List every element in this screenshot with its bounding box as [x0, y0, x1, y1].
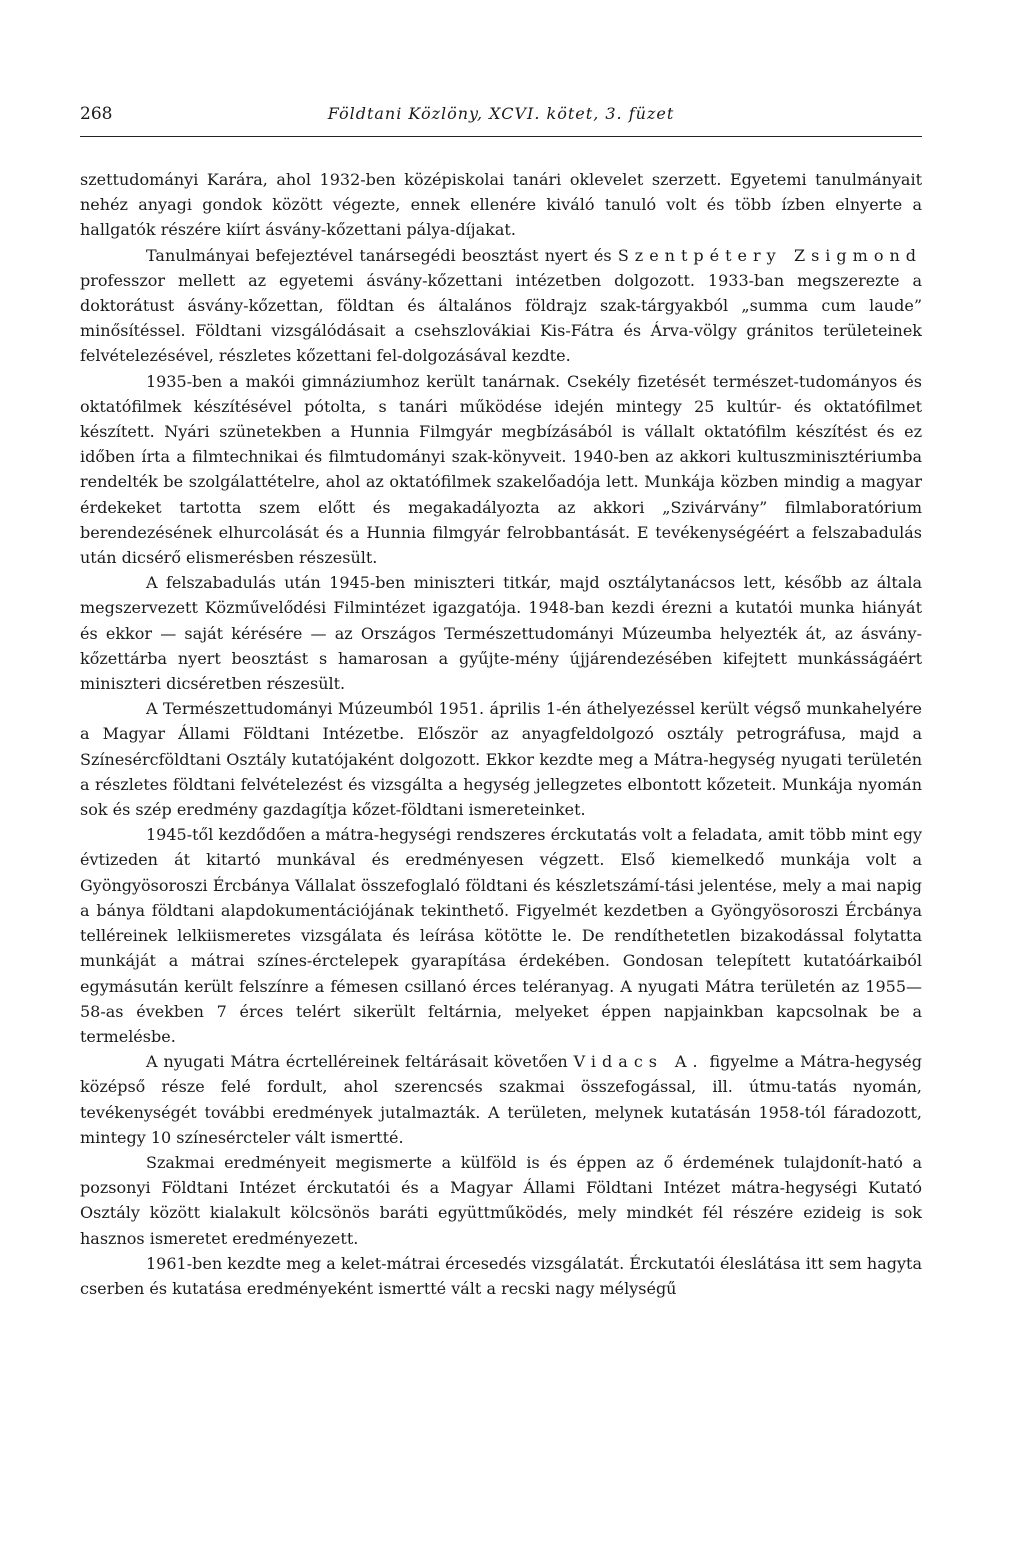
paragraph: [80, 1150, 922, 1251]
header-rule: [80, 136, 922, 137]
paragraph: [80, 167, 922, 243]
person-name: Szentpétery Zsigmond: [617, 245, 922, 265]
paragraph: [80, 570, 922, 696]
paragraph: [80, 369, 922, 571]
journal-title: Földtani Közlöny, XCVI. kötet, 3. füzet: [327, 104, 675, 123]
document-page: [80, 0, 922, 1553]
text-run: Szakmai eredményeit megismerte a külföld is és éppen az ő érdemének tulajdonít-ható a pozsonyi Földtani Intézet érckutatói és a Magyar Állami Földtani Intézet mátra-hegységi Kutató Osztály között kialakult kölcsönös baráti együttműködés, mely mindkét fél részére ezideig is sok hasznos ismeretet eredményezett.: [80, 1152, 922, 1248]
text-run: 1945-től kezdődően a mátra-hegységi rendszeres érckutatás volt a feladata, amit több mint egy évtizeden át kitartó munkával és eredményesen végzett. Első kiemelkedő munkája volt a Gyöngyösoroszi Ércbánya Vállalat összefoglaló földtani és készletszámí-tási jelentése, mely a mai napig a bánya földtani alapdokumentációjának tekinthető. Figyelmét kezdetben a Gyöngyösoroszi Ércbánya telléreinek lelkiismeretes vizsgálata és leírása kötötte le. De rendíthetetlen bizakodással folytatta munkáját a mátrai színes-érctelepek gyarapítása érdekében. Gondosan telepített kutatóárkaiból egymásután került felszínre a fémesen csillanó érces teléranyag. A nyugati Mátra területén az 1955—58-as években 7 érces telért sikerült feltárnia, melyeket éppen napjainkban kapcsolnak be a termelésbe.: [80, 825, 922, 1046]
paragraph: [80, 1251, 922, 1301]
text-run: szettudományi Karára, ahol 1932-ben középiskolai tanári oklevelet szerzett. Egyetemi tanulmányait nehéz anyagi gondok között végezte, ennek ellenére kiváló tanuló volt és több ízben elnyerte a hallgatók részére kiírt ásvány-kőzettani pálya-díjakat.: [80, 170, 922, 240]
text-run: A nyugati Mátra écrtelléreinek feltárásait követően: [146, 1052, 574, 1072]
paragraph: [80, 822, 922, 1049]
text-run: Tanulmányai befejeztével tanársegédi beosztást nyert és: [146, 245, 618, 265]
paragraph: [80, 243, 922, 369]
page-number: 268: [80, 104, 113, 124]
running-header: [80, 104, 922, 132]
text-run: A felszabadulás után 1945-ben miniszteri titkár, majd osztálytanácsos lett, később az általa megszervezett Közművelődési Filmintézet igazgatója. 1948-ban kezdi érezni a kutatói munka hiányát és ekkor — saját kérésére — az Országos Természettudományi Múzeumba helyezték át, az ásvány-kőzettárba nyert beosztást s hamarosan a gyűjte-mény újjárendezésében kifejtett munkásságáért miniszteri dicséretben részesült.: [80, 573, 922, 694]
person-name: Vidacs A.: [573, 1052, 704, 1072]
text-run: A Természettudományi Múzeumból 1951. április 1-én áthelyezéssel került végső munkahelyére a Magyar Állami Földtani Intézetbe. Először az anyagfeldolgozó osztály petrográfusa, majd a Színesércföldtani Osztály kutatójaként dolgozott. Ekkor kezdte meg a Mátra-hegység nyugati területén a részletes földtani felvételezést és vizsgálta a hegység jellegzetes elbontott kőzeteit. Munkája nyomán sok és szép eredmény gazdagítja kőzet-földtani ismereteinket.: [80, 699, 922, 820]
text-run: professzor mellett az egyetemi ásvány-kőzettani intézetben dolgozott. 1933-ban megszerezte a doktorátust ásvány-kőzettan, földtan és általános földrajz szak-tárgyakból „summa cum laude” minősítéssel. Földtani vizsgálódásait a csehszlovákiai Kis-Fátra és Árva-völgy gránitos területeinek felvételezésével, részletes kőzettani fel-dolgozásával kezdte.: [80, 270, 922, 366]
text-run: figyelme a Mátra-hegység középső része felé fordult, ahol szerencsés szakmai összefogással, ill. útmu-tatás nyomán, tevékenységét további eredmények jutalmazták. A területen, melynek kutatásán 1958-tól fáradozott, mintegy 10 színesércteler vált ismertté.: [80, 1052, 922, 1147]
article-body: [80, 167, 922, 1301]
paragraph: [80, 1049, 922, 1150]
text-run: 1935-ben a makói gimnáziumhoz került tanárnak. Csekély fizetését természet-tudományos és oktatófilmek készítésével pótolta, s tanári működése idején mintegy 25 kultúr- és oktatófilmet készített. Nyári szünetekben a Hunnia Filmgyár megbízásából is vállalt oktatófilm készítést és ez időben írta a filmtechnikai és filmtudományi szak-könyveit. 1940-ben az akkori kultuszminisztériumba rendelték be szolgálattételre, ahol az oktatófilmek szakelőadója lett. Munkája közben mindig a magyar érdekeket tartotta szem előtt és megakadályozta az akkori „Szivárvány” filmlaboratórium berendezésének elhurcolását és a Hunnia filmgyár felrobbantását. E tevékenységéért a felszabadulás után dicsérő elismerésben részesült.: [80, 371, 922, 568]
text-run: 1961-ben kezdte meg a kelet-mátrai ércesedés vizsgálatát. Érckutatói éleslátása itt sem hagyta cserben és kutatása eredményeként ismertté vált a recski nagy mélységű: [80, 1253, 922, 1298]
paragraph: [80, 696, 922, 822]
